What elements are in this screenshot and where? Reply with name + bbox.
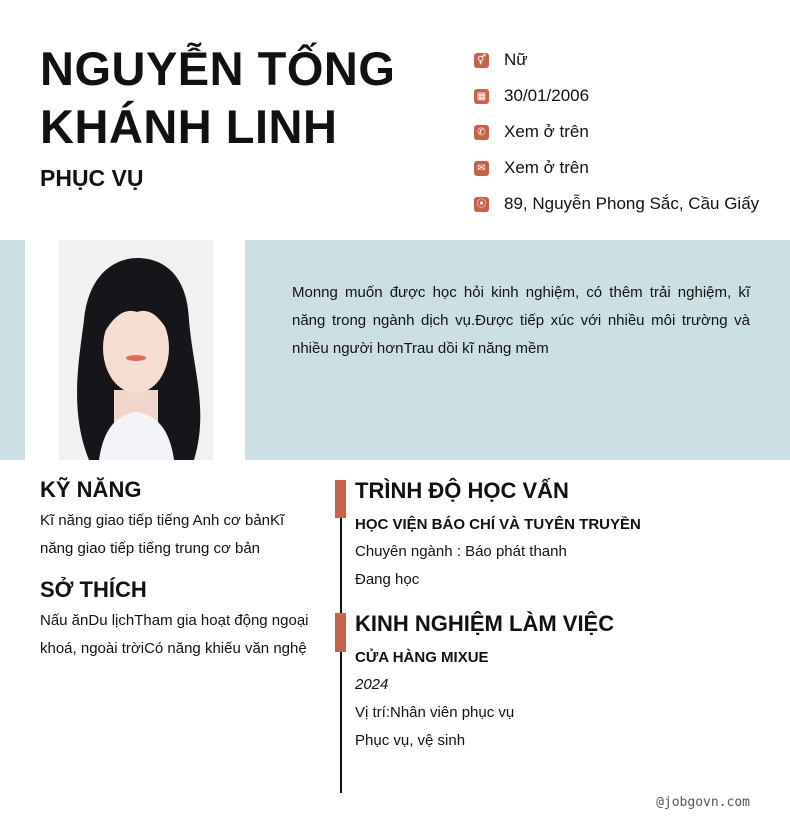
- profile-photo: [59, 240, 213, 460]
- hobbies-text: Nấu ănDu lịchTham gia hoạt động ngoại khoá, ngoài trờiCó năng khiếu văn nghệ: [40, 612, 309, 657]
- education-marker: [335, 480, 346, 518]
- major: Chuyên ngành : Báo phát thanh: [355, 543, 567, 560]
- footer-watermark: @jobgovn.com: [656, 795, 750, 810]
- contact-email: [474, 150, 759, 186]
- skills-heading: KỸ NĂNG: [40, 477, 142, 502]
- calendar-icon: ▦: [474, 89, 489, 104]
- contact-phone: [474, 114, 759, 150]
- contact-birthday: [474, 78, 759, 114]
- contact-value: 30/01/2006: [504, 86, 590, 105]
- contact-list: [474, 42, 759, 222]
- company-name: CỬA HÀNG MIXUE: [355, 649, 489, 666]
- experience-year: 2024: [355, 676, 389, 693]
- email-icon: ✉: [474, 161, 489, 176]
- education-status: Đang học: [355, 571, 420, 588]
- contact-value: 89, Nguyễn Phong Sắc, Cầu Giấy: [504, 194, 760, 213]
- location-icon: ⦿: [474, 197, 489, 212]
- left-column: [40, 477, 316, 663]
- contact-value: Xem ở trên: [504, 122, 589, 141]
- contact-value: Nữ: [504, 50, 528, 69]
- contact-value: Xem ở trên: [504, 158, 589, 177]
- experience-duties: Phục vụ, vệ sinh: [355, 732, 466, 749]
- experience-section: [355, 611, 755, 755]
- job-position: PHỤC VỤ: [40, 165, 144, 191]
- name-line-1: NGUYỄN TỐNG: [40, 42, 396, 95]
- phone-icon: ✆: [474, 125, 489, 140]
- name-line-2: KHÁNH LINH: [40, 100, 338, 153]
- gender-icon: ⚥: [474, 53, 489, 68]
- contact-gender: [474, 42, 759, 78]
- contact-address: [474, 186, 759, 222]
- experience-heading: KINH NGHIỆM LÀM VIỆC: [355, 611, 615, 636]
- education-section: [355, 478, 755, 594]
- education-heading: TRÌNH ĐỘ HỌC VẤN: [355, 478, 569, 503]
- career-objective: Monng muốn được học hỏi kinh nghiệm, có thêm trải nghiệm, kĩ năng trong ngành dịch vụ.Được tiếp xúc với nhiều môi trường và nhiều người hơnTrau dồi kĩ năng mềm: [292, 284, 750, 357]
- school-name: HỌC VIỆN BÁO CHÍ VÀ TUYÊN TRUYỀN: [355, 516, 641, 533]
- experience-marker: [335, 613, 346, 652]
- skills-text: Kĩ năng giao tiếp tiếng Anh cơ bảnKĩ năng giao tiếp tiếng trung cơ bản: [40, 512, 285, 557]
- experience-role: Vị trí:Nhân viên phục vụ: [355, 704, 515, 721]
- candidate-name: [40, 40, 395, 156]
- hobbies-heading: SỞ THÍCH: [40, 577, 147, 602]
